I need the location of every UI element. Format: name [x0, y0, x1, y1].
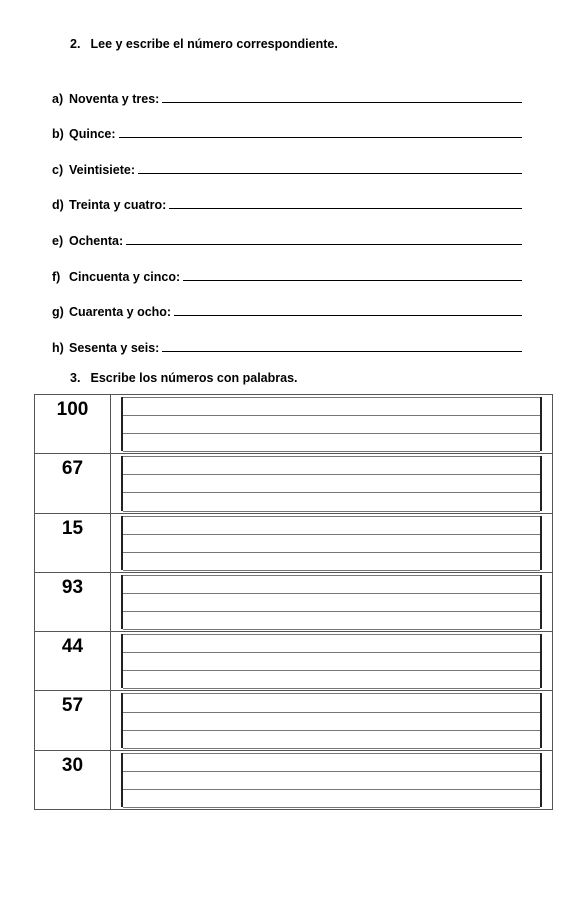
writing-rule [123, 534, 540, 535]
writing-rule [123, 693, 540, 694]
reading-item [52, 319, 522, 355]
item-text: Noventa y tres: [69, 91, 160, 106]
writing-cell[interactable] [111, 750, 553, 809]
number-cell: 93 [35, 572, 111, 631]
writing-rule [123, 634, 540, 635]
writing-lines[interactable] [121, 634, 542, 688]
writing-cell[interactable] [111, 513, 553, 572]
writing-rule [123, 516, 540, 517]
answer-line[interactable] [162, 101, 522, 103]
writing-rule [123, 593, 540, 594]
answer-line[interactable] [126, 243, 522, 245]
writing-lines[interactable] [121, 753, 542, 807]
writing-rule [123, 433, 540, 434]
writing-rule [123, 652, 540, 653]
answer-line[interactable] [169, 207, 522, 209]
writing-rule [123, 552, 540, 553]
writing-lines[interactable] [121, 693, 542, 747]
item-text: Veintisiete: [69, 162, 135, 177]
reading-item [52, 70, 522, 106]
table-row [35, 513, 553, 572]
table-row [35, 572, 553, 631]
section-2-heading [70, 37, 338, 51]
reading-item [52, 248, 522, 284]
reading-item [52, 177, 522, 213]
writing-rule [123, 451, 540, 452]
numbers-to-words-table [34, 394, 553, 810]
writing-rule [123, 771, 540, 772]
item-letter: g) [52, 305, 64, 320]
writing-rule [123, 511, 540, 512]
item-letter: e) [52, 233, 64, 248]
table-row [35, 632, 553, 691]
number-cell: 44 [35, 632, 111, 691]
writing-rule [123, 474, 540, 475]
item-letter: b) [52, 127, 64, 142]
writing-cell[interactable] [111, 691, 553, 750]
writing-rule [123, 629, 540, 630]
answer-line[interactable] [162, 350, 522, 352]
writing-cell[interactable] [111, 395, 553, 454]
section-3-title: Escribe los números con palabras. [90, 371, 298, 385]
table-row [35, 750, 553, 809]
writing-rule [123, 688, 540, 689]
item-text: Quince: [69, 127, 116, 142]
writing-rule [123, 492, 540, 493]
writing-lines[interactable] [121, 516, 542, 570]
section-2-title: Lee y escribe el número correspondiente. [90, 37, 338, 51]
section-3-number: 3. [70, 371, 81, 385]
answer-line[interactable] [174, 314, 522, 316]
answer-line[interactable] [119, 136, 522, 138]
writing-cell[interactable] [111, 632, 553, 691]
reading-item [52, 212, 522, 248]
number-cell: 100 [35, 395, 111, 454]
writing-rule [123, 611, 540, 612]
writing-lines[interactable] [121, 397, 542, 451]
answer-line[interactable] [183, 279, 522, 281]
writing-rule [123, 456, 540, 457]
writing-rule [123, 789, 540, 790]
item-letter: d) [52, 198, 64, 213]
table-row [35, 454, 553, 513]
writing-rule [123, 807, 540, 808]
writing-cell[interactable] [111, 454, 553, 513]
answer-line[interactable] [138, 172, 522, 174]
item-letter: c) [52, 162, 64, 177]
item-letter: a) [52, 91, 64, 106]
writing-cell[interactable] [111, 572, 553, 631]
number-cell: 67 [35, 454, 111, 513]
item-text: Treinta y cuatro: [69, 198, 167, 213]
writing-lines[interactable] [121, 575, 542, 629]
item-text: Sesenta y seis: [69, 340, 160, 355]
item-text: Cuarenta y ocho: [69, 305, 172, 320]
section-2-number: 2. [70, 37, 81, 51]
number-reading-list [52, 70, 522, 355]
reading-item [52, 141, 522, 177]
reading-item [52, 284, 522, 320]
table-row [35, 691, 553, 750]
writing-rule [123, 415, 540, 416]
writing-rule [123, 670, 540, 671]
table-row [35, 395, 553, 454]
number-cell: 30 [35, 750, 111, 809]
number-cell: 57 [35, 691, 111, 750]
item-letter: f) [52, 269, 61, 284]
item-text: Ochenta: [69, 233, 124, 248]
writing-rule [123, 748, 540, 749]
number-cell: 15 [35, 513, 111, 572]
writing-lines[interactable] [121, 456, 542, 510]
writing-rule [123, 575, 540, 576]
reading-item [52, 106, 522, 142]
item-letter: h) [52, 340, 64, 355]
writing-rule [123, 730, 540, 731]
writing-rule [123, 570, 540, 571]
writing-rule [123, 753, 540, 754]
section-3-heading [70, 371, 298, 385]
writing-rule [123, 397, 540, 398]
item-text: Cincuenta y cinco: [69, 269, 181, 284]
writing-rule [123, 712, 540, 713]
